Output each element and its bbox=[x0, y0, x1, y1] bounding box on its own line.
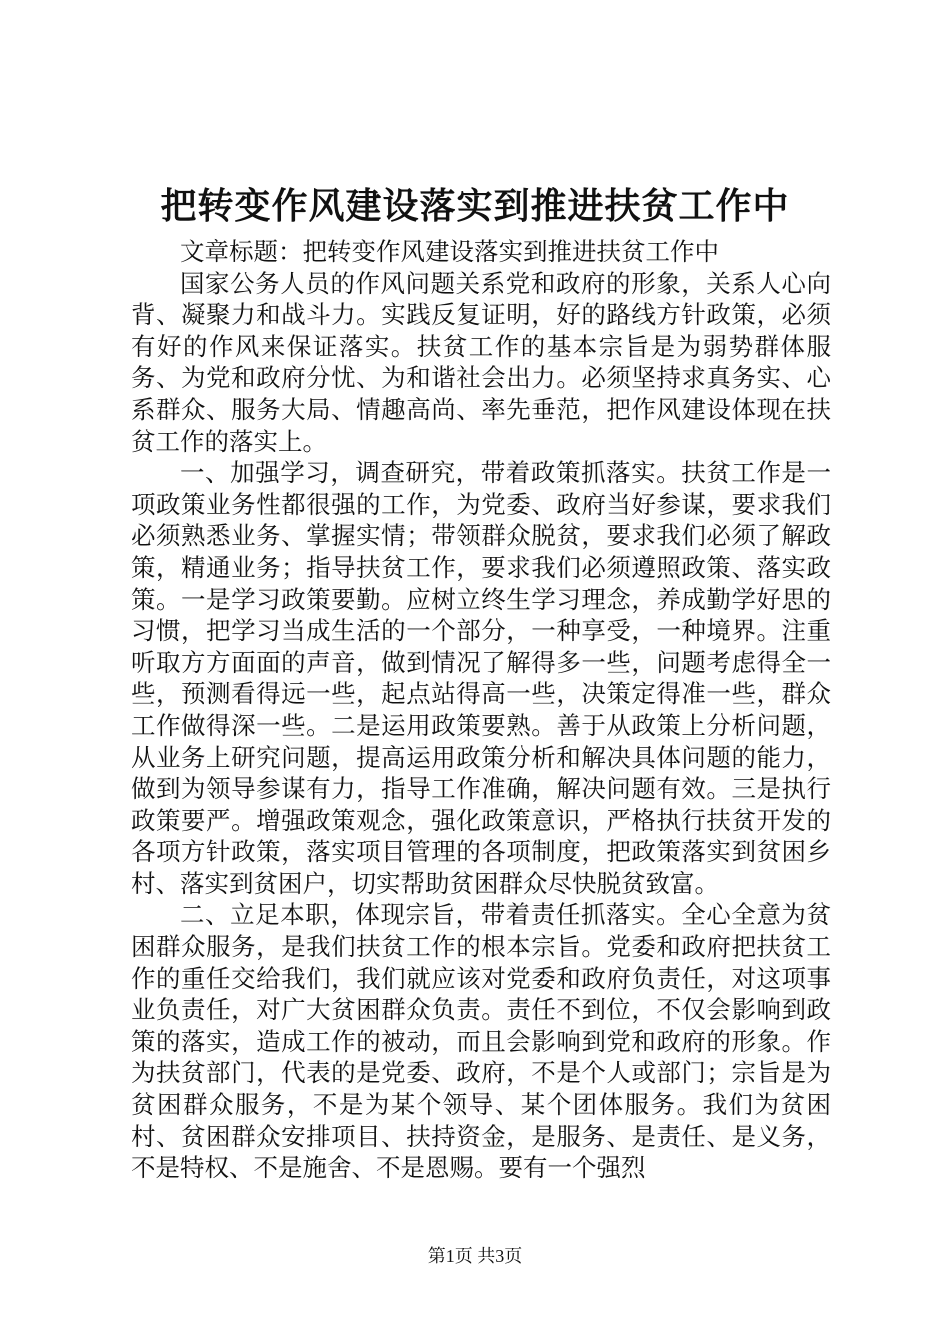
paragraph-intro: 国家公务人员的作风问题关系党和政府的形象，关系人心向背、凝聚力和战斗力。实践反复证明，好的路线方针政策，必须有好的作风来保证落实。扶贫工作的基本宗旨是为弱势群体服务、为党和政府分忧、为和谐社会出力。必须坚持求真务实、心系群众、服务大局、情趣高尚、率先垂范，把作风建设体现在扶贫工作的落实上。 bbox=[131, 268, 831, 456]
document-body bbox=[131, 236, 831, 1184]
paragraph-section-2: 二、立足本职，体现宗旨，带着责任抓落实。全心全意为贫困群众服务，是我们扶贫工作的根本宗旨。党委和政府把扶贫工作的重任交给我们，我们就应该对党委和政府负责任，对这项事业负责任，对广大贫困群众负责。责任不到位，不仅会影响到政策的落实，造成工作的被动，而且会影响到党和政府的形象。作为扶贫部门，代表的是党委、政府，不是个人或部门；宗旨是为贫困群众服务，不是为某个领导、某个团体服务。我们为贫困村、贫困群众安排项目、扶持资金，是服务、是责任、是义务，不是特权、不是施舍、不是恩赐。要有一个强烈 bbox=[131, 900, 831, 1183]
article-title-line: 文章标题：把转变作风建设落实到推进扶贫工作中 bbox=[180, 237, 719, 266]
document-title: 把转变作风建设落实到推进扶贫工作中 bbox=[160, 185, 790, 227]
paragraph-section-1: 一、加强学习，调查研究，带着政策抓落实。扶贫工作是一项政策业务性都很强的工作，为党委、政府当好参谋，要求我们必须熟悉业务、掌握实情；带领群众脱贫，要求我们必须了解政策，精通业务；指导扶贫工作，要求我们必须遵照政策、落实政策。一是学习政策要勤。应树立终生学习理念，养成勤学好思的习惯，把学习当成生活的一个部分，一种享受，一种境界。注重听取方方面面的声音，做到情况了解得多一些，问题考虑得全一些，预测看得远一些，起点站得高一些，决策定得准一些，群众工作做得深一些。二是运用政策要熟。善于从政策上分析问题，从业务上研究问题，提高运用政策分析和解决具体问题的能力，做到为领导参谋有力，指导工作准确，解决问题有效。三是执行政策要严。增强政策观念，强化政策意识，严格执行扶贫开发的各项方针政策，落实项目管理的各项制度，把政策落实到贫困乡村、落实到贫困户，切实帮助贫困群众尽快脱贫致富。 bbox=[131, 458, 831, 898]
page-number-footer: 第1页 共3页 bbox=[427, 1246, 523, 1266]
